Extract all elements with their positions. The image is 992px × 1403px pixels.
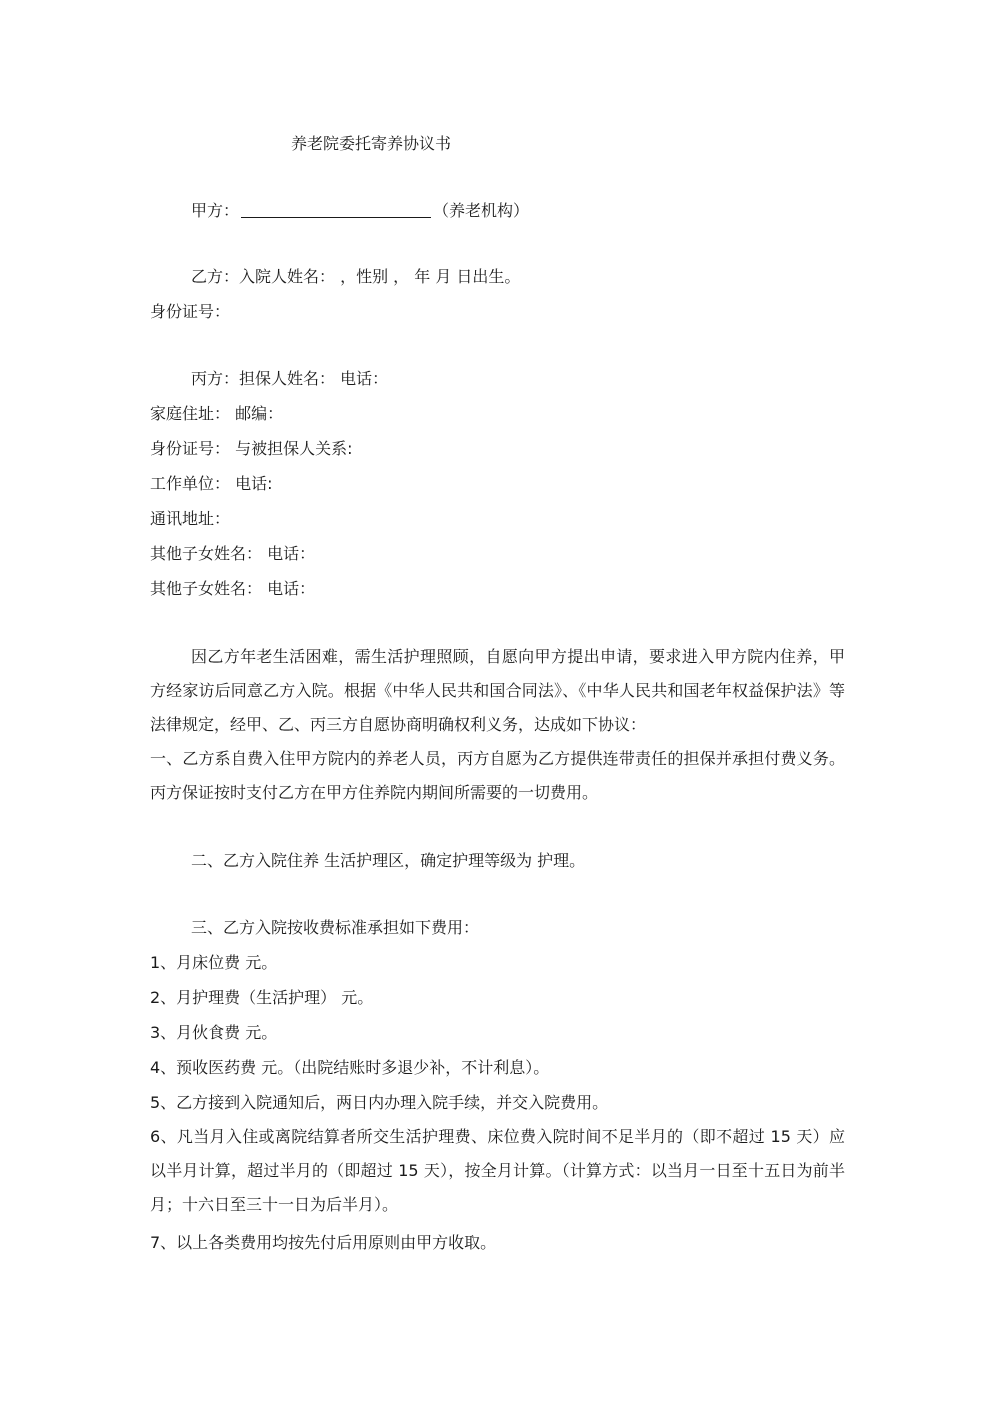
party-c-line-5: 通讯地址： bbox=[150, 509, 231, 528]
clause-1-paragraph: 一、乙方系自费入住甲方院内的养老人员，丙方自愿为乙方提供连带责任的担保并承担付费义务。丙方保证按时支付乙方在甲方住养院内期间所需要的一切费用。 bbox=[150, 749, 845, 802]
fee-item-4: 4、预收医药费 元。（出院结账时多退少补，不计利息）。 bbox=[150, 1058, 550, 1077]
fee-item-5: 5、乙方接到入院通知后，两日内办理入院手续，并交入院费用。 bbox=[150, 1093, 609, 1112]
party-c-line-6: 其他子女姓名： 电话： bbox=[150, 544, 316, 563]
party-c-line-3: 身份证号： 与被担保人关系: bbox=[150, 439, 353, 458]
party-b-line-1: 乙方：入院人姓名： ，性别 ， 年 月 日出生。 bbox=[191, 267, 521, 286]
fee-item-6: 6、凡当月入住或离院结算者所交生活护理费、床位费入院时间不足半月的（即不超过 15 天）应以半月计算，超过半月的（即超过 15 天），按全月计算。（计算方式：以当月一日至十五日为前半月；十六日至三十一日为后半月）。 bbox=[150, 1127, 845, 1214]
fee-item-7: 7、以上各类费用均按先付后用原则由甲方收取。 bbox=[150, 1233, 497, 1252]
party-a-suffix: （养老机构） bbox=[433, 201, 530, 220]
preamble-paragraph: 因乙方年老生活困难，需生活护理照顾，自愿向甲方提出申请，要求进入甲方院内住养，甲方经家访后同意乙方入院。根据《中华人民共和国合同法》、《中华人民共和国老年权益保护法》等法律规定，经甲、乙、丙三方自愿协商明确权利义务，达成如下协议： bbox=[150, 647, 845, 734]
fee-item-3: 3、月伙食费 元。 bbox=[150, 1023, 278, 1042]
fee-item-2: 2、月护理费（生活护理） 元。 bbox=[150, 988, 374, 1007]
party-c-line-4: 工作单位： 电话: bbox=[150, 474, 273, 493]
party-a-label: 甲方： bbox=[191, 201, 240, 220]
clause-2-line: 二、乙方入院住养 生活护理区，确定护理等级为 护理。 bbox=[191, 851, 586, 870]
party-b-line-2: 身份证号： bbox=[150, 302, 231, 321]
fee-item-1: 1、月床位费 元。 bbox=[150, 953, 278, 972]
party-a-blank bbox=[241, 216, 431, 218]
document-title: 养老院委托寄养协议书 bbox=[291, 134, 452, 153]
party-c-line-2: 家庭住址： 邮编： bbox=[150, 404, 284, 423]
party-c-line-7: 其他子女姓名： 电话： bbox=[150, 579, 316, 598]
party-a-line bbox=[191, 200, 529, 222]
clause-3-heading: 三、乙方入院按收费标准承担如下费用： bbox=[191, 918, 480, 937]
party-c-line-1: 丙方：担保人姓名： 电话： bbox=[191, 369, 389, 388]
